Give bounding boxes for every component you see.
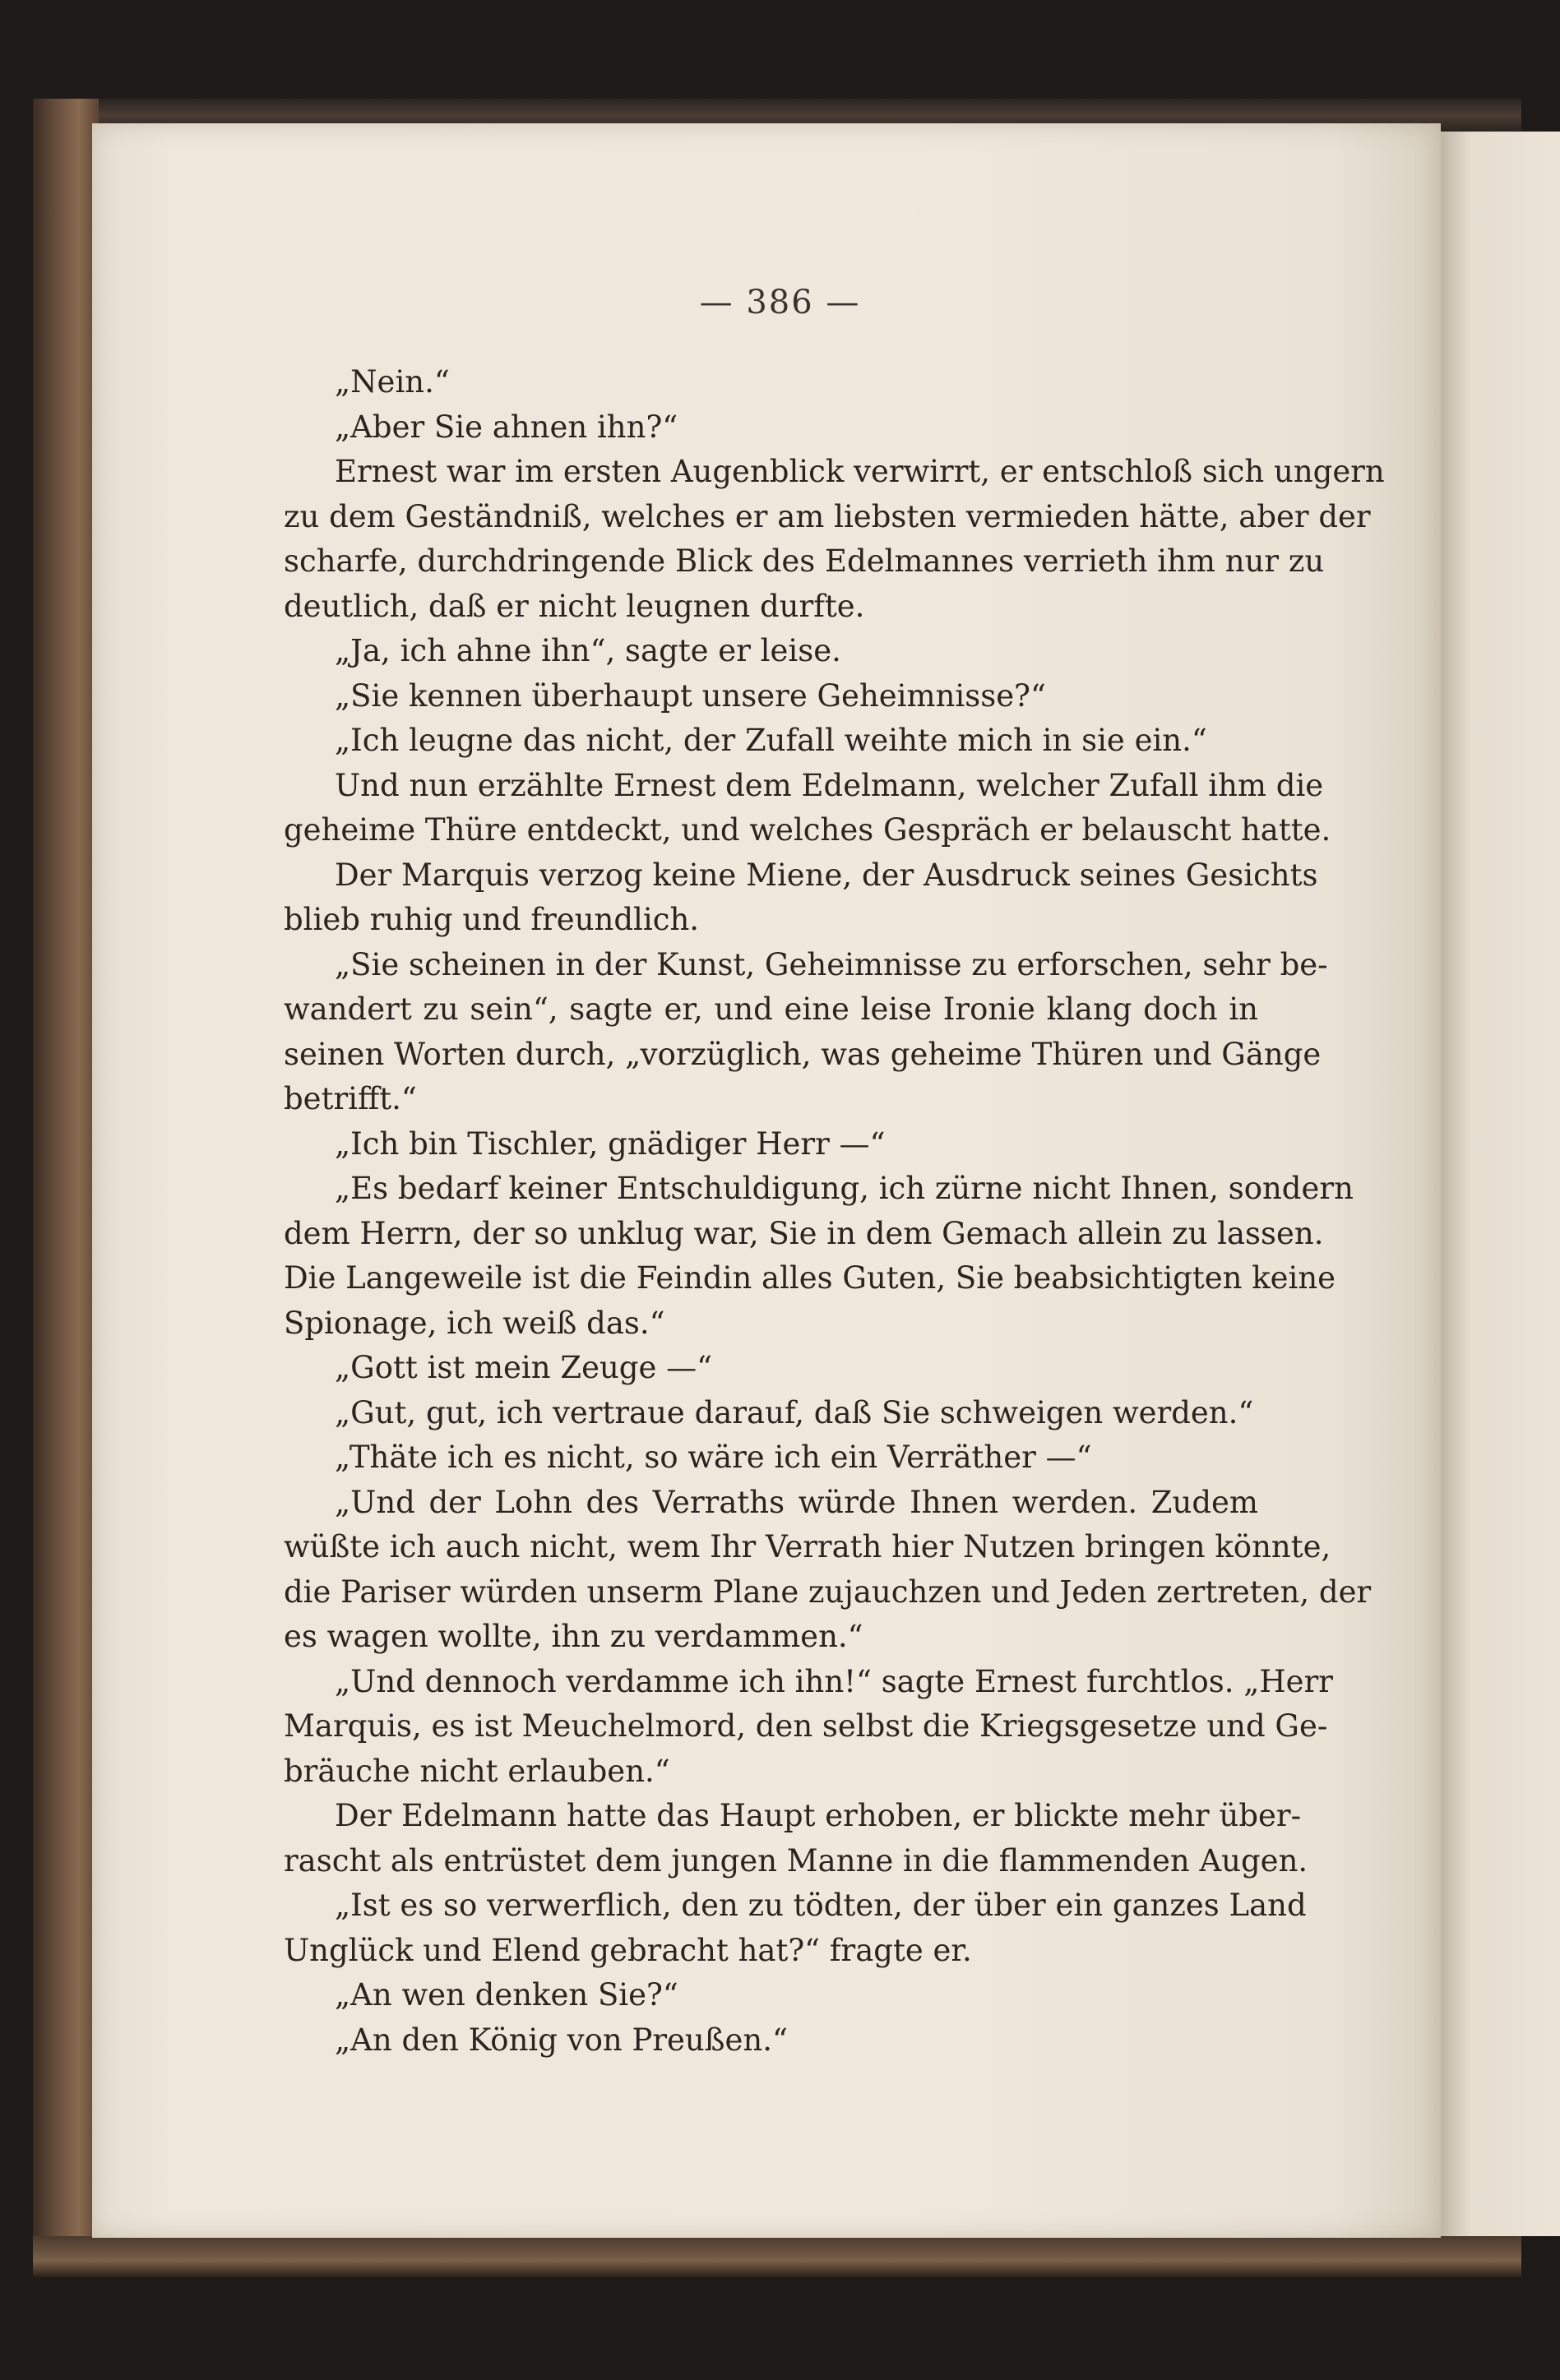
text-line: zu dem Geständniß, welches er am liebsten vermieden hätte, aber der [284, 498, 1371, 534]
text-line: Spionage, ich weiß das.“ [284, 1305, 665, 1341]
text-line: „Sie kennen überhaupt unsere Geheimnisse?“ [335, 677, 1046, 714]
text-line: scharfe, durchdringende Blick des Edelmannes verrieth ihm nur zu [284, 543, 1325, 579]
text-line: die Pariser würden unserm Plane zujauchzen und Jeden zertreten, der [284, 1574, 1372, 1610]
text-line: wüßte ich auch nicht, wem Ihr Verrath hier Nutzen bringen könnte, [284, 1529, 1331, 1564]
text-line: rascht als entrüstet dem jungen Manne in die flammenden Augen. [284, 1842, 1308, 1879]
text-line: „Nein.“ [335, 364, 450, 400]
page-number: — 386 — [699, 284, 861, 321]
text-line: „Ja, ich ahne ihn“, sagte er leise. [335, 633, 841, 668]
text-line: wandert zu sein“, sagte er, und eine leise Ironie klang doch in [284, 991, 1258, 1027]
text-line: „An wen denken Sie?“ [335, 1977, 678, 2013]
book-cover-left-edge [33, 99, 99, 2261]
text-line: „Ich bin Tischler, gnädiger Herr —“ [335, 1125, 886, 1162]
text-line: es wagen wollte, ihn zu verdammen.“ [284, 1619, 863, 1654]
text-line: geheime Thüre entdeckt, und welches Gespräch er belauscht hatte. [284, 812, 1331, 848]
text-line: „Es bedarf keiner Entschuldigung, ich zürne nicht Ihnen, sondern [335, 1171, 1354, 1206]
text-line: dem Herrn, der so unklug war, Sie in dem Gemach allein zu lassen. [284, 1215, 1324, 1251]
text-line: „An den König von Preußen.“ [335, 2022, 788, 2058]
text-line: Und nun erzählte Ernest dem Edelmann, welcher Zufall ihm die [335, 767, 1324, 803]
text-line: Der Edelmann hatte das Haupt erhoben, er blickte mehr über- [335, 1798, 1302, 1833]
text-line: „Ich leugne das nicht, der Zufall weihte mich in sie ein.“ [335, 723, 1207, 758]
text-line: „Ist es so verwerflich, den zu tödten, der über ein ganzes Land [335, 1888, 1307, 1923]
text-line: „Und der Lohn des Verraths würde Ihnen werden. Zudem [335, 1484, 1258, 1520]
text-line: deutlich, daß er nicht leugnen durfte. [284, 588, 865, 624]
text-line: blieb ruhig und freundlich. [284, 902, 700, 937]
text-line: „Thäte ich es nicht, so wäre ich ein Verräther —“ [335, 1440, 1092, 1475]
text-line: Der Marquis verzog keine Miene, der Ausdruck seines Gesichts [335, 857, 1318, 893]
text-line: „Aber Sie ahnen ihn?“ [335, 409, 678, 445]
text-line: bräuche nicht erlauben.“ [284, 1753, 670, 1789]
text-line: seinen Worten durch, „vorzüglich, was geheime Thüren und Gänge [284, 1036, 1322, 1072]
text-line: „Und dennoch verdamme ich ihn!“ sagte Ernest furchtlos. „Herr [335, 1663, 1333, 1699]
text-line: „Sie scheinen in der Kunst, Geheimnisse zu erforschen, sehr be- [335, 946, 1328, 982]
text-line: Die Langeweile ist die Feindin alles Guten, Sie beabsichtigten keine [284, 1260, 1336, 1296]
book-cover-bottom-edge [33, 2236, 1521, 2277]
text-line: „Gott ist mein Zeuge —“ [335, 1350, 713, 1385]
page-body-text [284, 360, 1385, 2063]
text-line: Unglück und Elend gebracht hat?“ fragte er. [284, 1932, 972, 1968]
facing-page-edge [1441, 132, 1560, 2236]
text-line: „Gut, gut, ich vertraue darauf, daß Sie schweigen werden.“ [335, 1394, 1254, 1430]
text-line: Ernest war im ersten Augenblick verwirrt, er entschloß sich ungern [335, 454, 1385, 489]
text-line: Marquis, es ist Meuchelmord, den selbst die Kriegsgesetze und Ge- [284, 1708, 1328, 1744]
text-line: betrifft.“ [284, 1081, 417, 1116]
